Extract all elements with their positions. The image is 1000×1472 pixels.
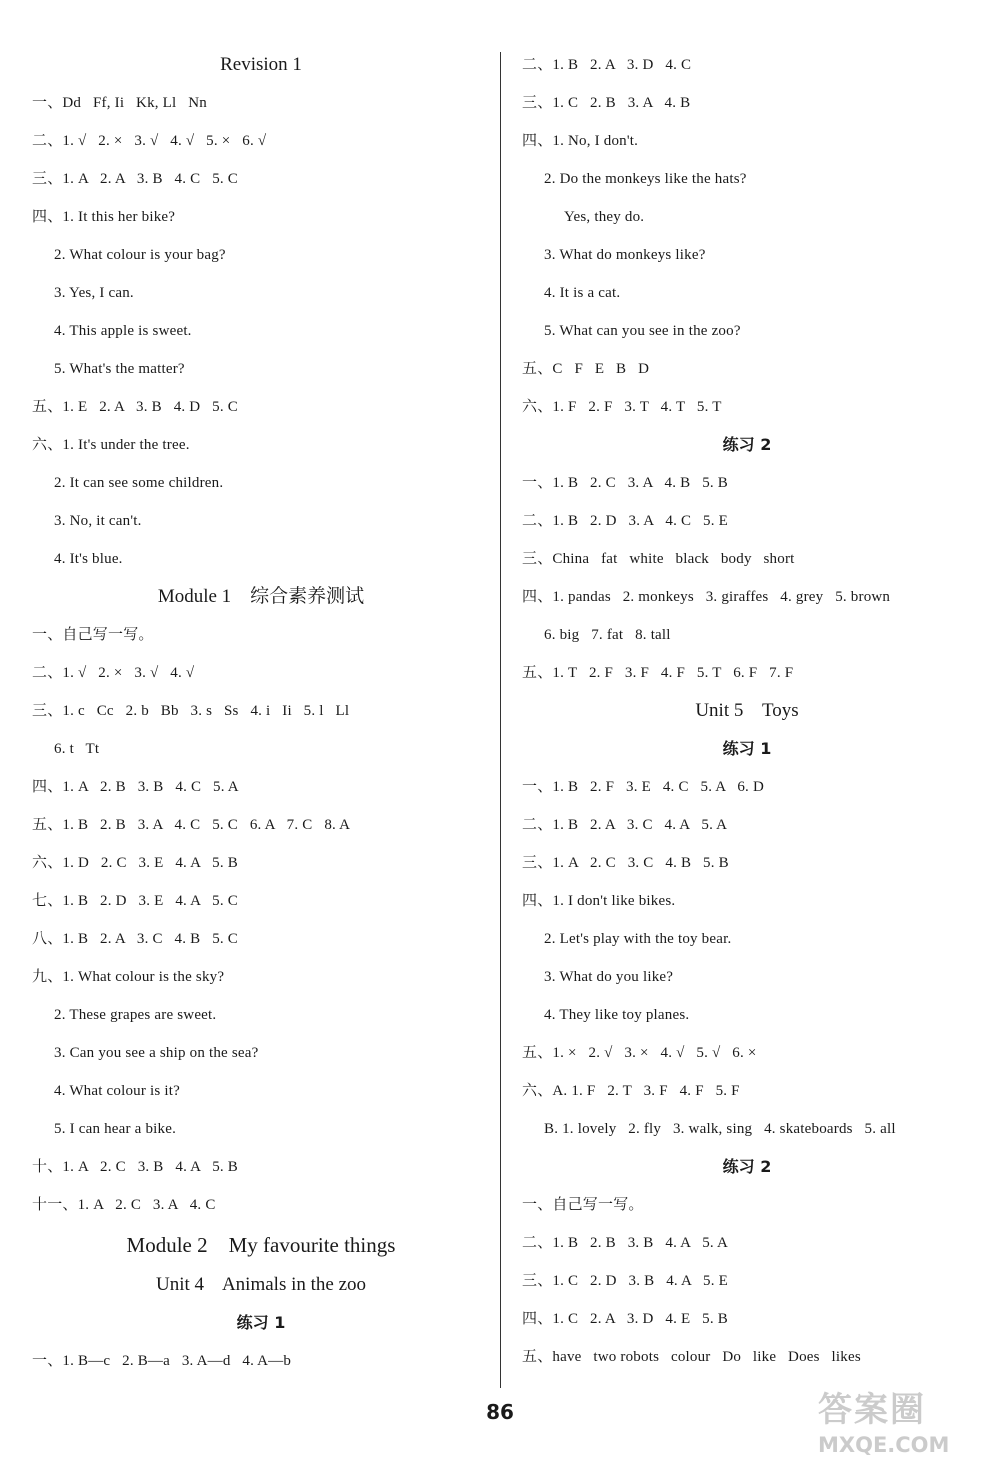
answer-subline: 3. No, it can't. xyxy=(54,513,142,529)
answer-subline: 3. What do you like? xyxy=(544,969,674,985)
answer-line: 五、1. B 2. B 3. A 4. C 5. C 6. A 7. C 8. A xyxy=(32,817,351,833)
answer-line: 三、1. A 2. A 3. B 4. C 5. C xyxy=(32,171,238,187)
answer-subline: Yes, they do. xyxy=(564,209,645,225)
answer-subline: 6. t Tt xyxy=(54,741,100,757)
answer-line: 五、1. × 2. √ 3. × 4. √ 5. √ 6. × xyxy=(522,1045,757,1061)
answer-line: 三、1. C 2. D 3. B 4. A 5. E xyxy=(522,1273,728,1289)
answer-line: 二、1. B 2. B 3. B 4. A 5. A xyxy=(522,1235,728,1251)
answer-subline: 3. What do monkeys like? xyxy=(544,247,706,263)
answer-subline: 5. I can hear a bike. xyxy=(54,1121,177,1137)
answer-subline: 6. big 7. fat 8. tall xyxy=(544,627,671,643)
answer-line: 四、1. C 2. A 3. D 4. E 5. B xyxy=(522,1311,728,1327)
section-heading: Unit 4 Animals in the zoo xyxy=(155,1274,367,1295)
answer-line: 十一、1. A 2. C 3. A 4. C xyxy=(32,1197,216,1213)
right-answer-column xyxy=(522,46,972,1376)
answer-subline: 2. Do the monkeys like the hats? xyxy=(544,171,747,187)
answer-line: 二、1. √ 2. × 3. √ 4. √ 5. × 6. √ xyxy=(32,133,267,149)
answer-subline: 2. Let's play with the toy bear. xyxy=(544,931,732,947)
answer-line: 八、1. B 2. A 3. C 4. B 5. C xyxy=(32,931,238,947)
answer-line: 三、China fat white black body short xyxy=(522,551,795,567)
left-answer-column xyxy=(32,46,490,1380)
answer-line: 九、1. What colour is the sky? xyxy=(32,969,225,985)
exercise-heading: 练习 2 xyxy=(722,435,772,454)
answer-subline: 2. What colour is your bag? xyxy=(54,247,226,263)
answer-line: 三、1. C 2. B 3. A 4. B xyxy=(522,95,691,111)
answer-subline: 5. What can you see in the zoo? xyxy=(544,323,741,339)
answer-subline: 4. It's blue. xyxy=(54,551,123,567)
answer-line: 四、1. I don't like bikes. xyxy=(522,893,676,909)
answer-line: 四、1. It this her bike? xyxy=(32,209,176,225)
answer-subline: 5. What's the matter? xyxy=(54,361,185,377)
section-heading: Module 1 综合素养测试 xyxy=(157,586,365,607)
answer-subline: 4. It is a cat. xyxy=(544,285,621,301)
answer-line: 六、1. F 2. F 3. T 4. T 5. T xyxy=(522,399,722,415)
answer-line: 二、1. √ 2. × 3. √ 4. √ xyxy=(32,665,195,681)
answer-line: 六、A. 1. F 2. T 3. F 4. F 5. F xyxy=(522,1083,740,1099)
answer-line: 五、have two robots colour Do like Does likes xyxy=(522,1349,861,1365)
answer-line: 四、1. No, I don't. xyxy=(522,133,639,149)
answer-subline: 4. They like toy planes. xyxy=(544,1007,690,1023)
answer-subline: 2. These grapes are sweet. xyxy=(54,1007,217,1023)
answer-line: 十、1. A 2. C 3. B 4. A 5. B xyxy=(32,1159,238,1175)
answer-line: 一、自己写一写。 xyxy=(522,1197,644,1213)
answer-line: 一、1. B—c 2. B—a 3. A—d 4. A—b xyxy=(32,1353,292,1369)
answer-line: 一、自己写一写。 xyxy=(32,627,154,643)
answer-subline: 2. It can see some children. xyxy=(54,475,224,491)
answer-line: 七、1. B 2. D 3. E 4. A 5. C xyxy=(32,893,238,909)
answer-line: 六、1. D 2. C 3. E 4. A 5. B xyxy=(32,855,238,871)
answer-subline: 4. What colour is it? xyxy=(54,1083,180,1099)
module-heading: Module 2 My favourite things xyxy=(126,1233,396,1257)
watermark-en-text: MXQE.COM xyxy=(818,1433,950,1457)
watermark-cn-text: 答案圈 xyxy=(818,1390,926,1430)
exercise-heading: 练习 2 xyxy=(722,1157,772,1176)
section-heading: Revision 1 xyxy=(220,54,302,75)
exercise-heading: 练习 1 xyxy=(236,1313,286,1332)
answer-subline: 3. Can you see a ship on the sea? xyxy=(54,1045,259,1061)
answer-line: 三、1. A 2. C 3. C 4. B 5. B xyxy=(522,855,729,871)
answer-line: 一、1. B 2. C 3. A 4. B 5. B xyxy=(522,475,728,491)
answer-line: 五、1. E 2. A 3. B 4. D 5. C xyxy=(32,399,238,415)
watermark-logo xyxy=(818,1382,988,1468)
page-number: 86 xyxy=(486,1400,514,1424)
answer-line: 一、Dd Ff, Ii Kk, Ll Nn xyxy=(32,95,207,111)
answer-subline: B. 1. lovely 2. fly 3. walk, sing 4. skateboards 5. all xyxy=(544,1121,896,1137)
answer-line: 五、C F E B D xyxy=(522,361,650,377)
answer-line: 三、1. c Cc 2. b Bb 3. s Ss 4. i Ii 5. l Ll xyxy=(32,703,350,719)
answer-line: 四、1. pandas 2. monkeys 3. giraffes 4. grey 5. brown xyxy=(522,589,891,605)
answer-line: 四、1. A 2. B 3. B 4. C 5. A xyxy=(32,779,239,795)
answer-line: 二、1. B 2. A 3. D 4. C xyxy=(522,57,692,73)
column-divider xyxy=(500,52,501,1388)
answer-subline: 3. Yes, I can. xyxy=(54,285,134,301)
answer-line: 二、1. B 2. D 3. A 4. C 5. E xyxy=(522,513,728,529)
answer-line: 五、1. T 2. F 3. F 4. F 5. T 6. F 7. F xyxy=(522,665,794,681)
answer-line: 六、1. It's under the tree. xyxy=(32,437,190,453)
answer-line: 二、1. B 2. A 3. C 4. A 5. A xyxy=(522,817,728,833)
exercise-heading: 练习 1 xyxy=(722,739,772,758)
answer-line: 一、1. B 2. F 3. E 4. C 5. A 6. D xyxy=(522,779,764,795)
answer-subline: 4. This apple is sweet. xyxy=(54,323,192,339)
section-heading: Unit 5 Toys xyxy=(695,700,799,721)
